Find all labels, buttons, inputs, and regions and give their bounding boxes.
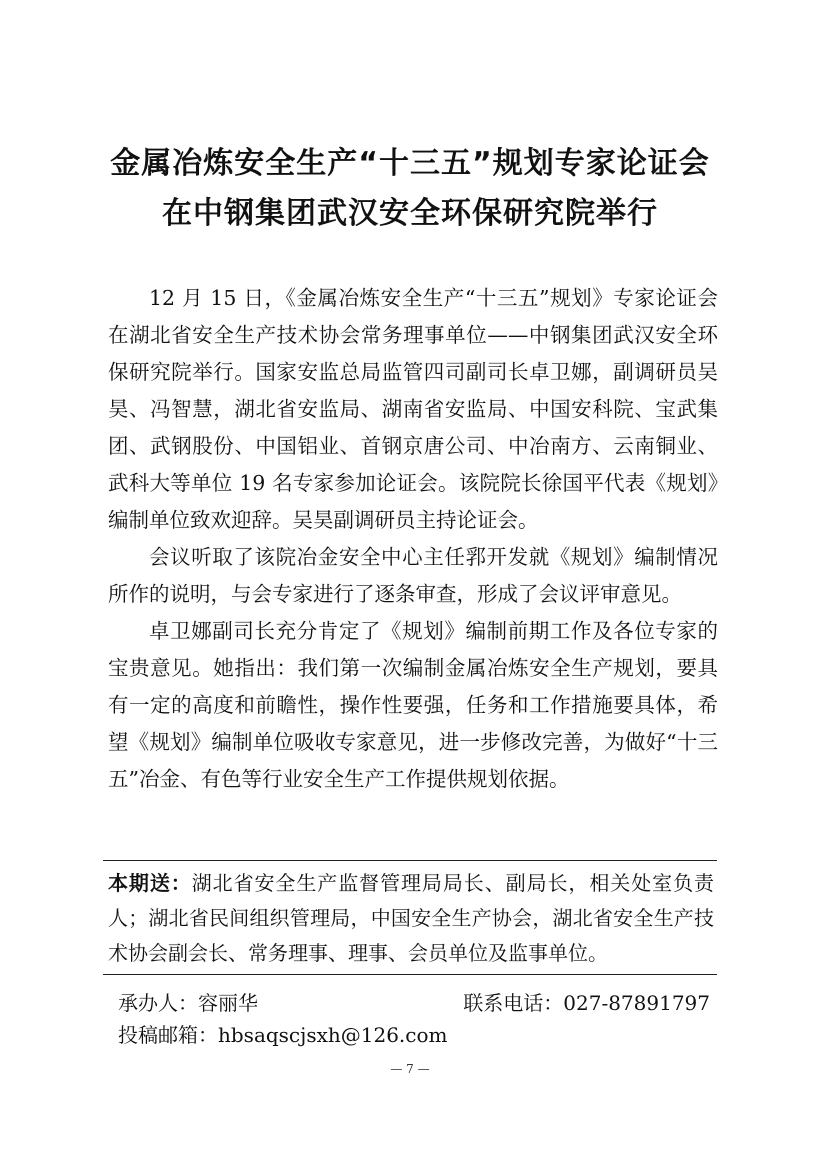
paragraph-1: 12 月 15 日，《金属冶炼安全生产“十三五”规划》专家论证会在湖北省安全生产技术协会常务理事单位——中钢集团武汉安全环保研究院举行。国家安监总局监管四司副司长卓卫娜，副调研员吴昊、冯智慧，湖北省安监局、湖南省安监局、中国安科院、宝武集团、武钢股份、中国铝业、首钢京唐公司、中冶南方、云南铜业、武科大等单位 19 名专家参加论证会。该院院长徐国平代表《规划》编制单位致欢迎辞。吴昊副调研员主持论证会。 [108, 286, 718, 532]
page-number: — 7 — [390, 1062, 430, 1076]
article-body [108, 280, 718, 798]
handler-text: 承办人：容丽华 [118, 991, 258, 1015]
divider-bottom [103, 974, 717, 975]
divider-top [103, 860, 717, 861]
distribution-label: 本期送： [108, 871, 192, 895]
email-text: 投稿邮箱：hbsaqscjsxh@126.com [118, 1023, 448, 1047]
paragraph-2: 会议听取了该院冶金安全中心主任郛开发就《规划》编制情况所作的说明，与会专家进行了逐条审查，形成了会议评审意见。 [108, 545, 718, 606]
title-line-2: 在中钢集团武汉安全环保研究院举行 [162, 196, 658, 231]
phone-text: 联系电话：027-87891797 [463, 991, 710, 1015]
title-line-1: 金属冶炼安全生产“十三五”规划专家论证会 [110, 146, 710, 181]
distribution-text: 湖北省安全生产监督管理局局长、副局长，相关处室负责人；湖北省民间组织管理局，中国安全生产协会，湖北省安全生产技术协会副会长、常务理事、理事、会员单位及监事单位。 [108, 871, 715, 965]
paragraph-3: 卓卫娜副司长充分肯定了《规划》编制前期工作及各位专家的宝贵意见。她指出：我们第一次编制金属冶炼安全生产规划，要具有一定的高度和前瞻性，操作性要强，任务和工作措施要具体，希望《规划》编制单位吸收专家意见，进一步修改完善，为做好“十三五”冶金、有色等行业安全生产工作提供规划依据。 [108, 619, 718, 791]
distribution-block [108, 866, 714, 971]
contact-row [118, 988, 710, 1018]
